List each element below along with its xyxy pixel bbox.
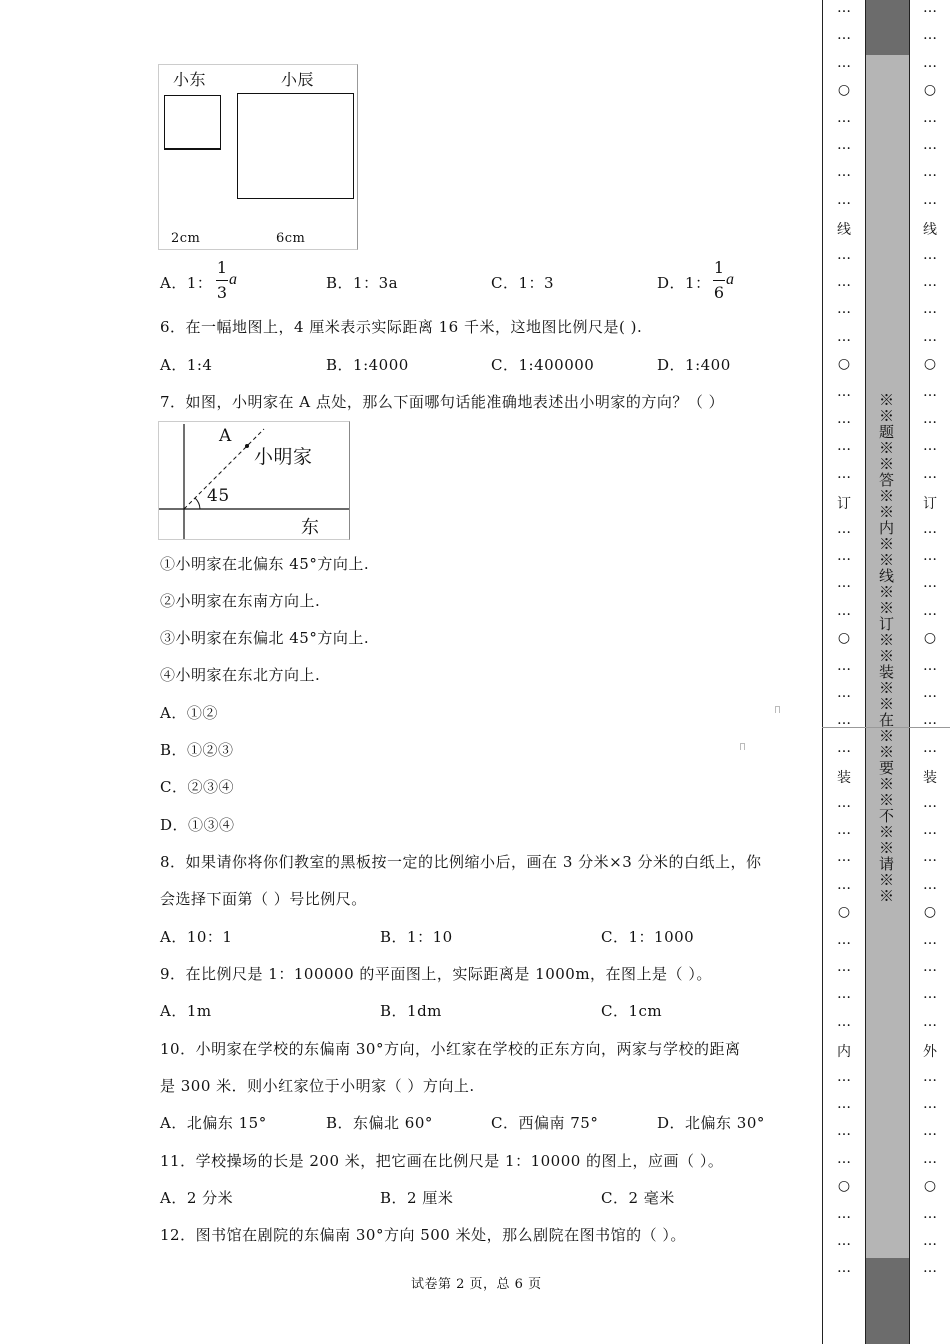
binding-dots: … bbox=[923, 137, 937, 153]
page-footer: 试卷第 2 页，总 6 页 bbox=[411, 1277, 542, 1292]
binding-dots: … bbox=[837, 986, 851, 1003]
q5-option-c: C．1：3 bbox=[491, 274, 555, 292]
binding-dots: … bbox=[923, 520, 937, 537]
q5-d-denominator: 6 bbox=[713, 283, 725, 302]
q9-option-b: B．1dm bbox=[380, 1002, 442, 1020]
q10-option-d: D．北偏东 30° bbox=[657, 1114, 765, 1132]
q7-statement-3: ③小明家在东偏北 45°方向上. bbox=[160, 629, 370, 647]
binding-circle: ○ bbox=[923, 356, 937, 373]
binding-dots: … bbox=[923, 27, 937, 44]
binding-dots: … bbox=[837, 411, 851, 427]
binding-dots: … bbox=[837, 27, 851, 44]
binding-char: 线 bbox=[923, 222, 937, 239]
q5-d-fraction-bar bbox=[713, 280, 725, 281]
q6-option-c: C．1:400000 bbox=[491, 356, 595, 374]
binding-dots: … bbox=[837, 876, 851, 893]
binding-dots: … bbox=[923, 931, 937, 948]
binding-dots: … bbox=[837, 849, 851, 866]
binding-dark-top bbox=[865, 0, 909, 55]
q12-stem: 12．图书馆在剧院的东偏南 30°方向 500 米处，那么剧院在图书馆的（ ）。 bbox=[160, 1226, 686, 1244]
binding-circle: ○ bbox=[837, 82, 851, 99]
binding-dots: … bbox=[923, 657, 937, 674]
fig-point-a: A bbox=[219, 426, 232, 446]
q6-stem: 6．在一幅地图上，4 厘米表示实际距离 16 千米，这地图比例尺是( ). bbox=[160, 318, 643, 336]
q5-a-denominator: 3 bbox=[216, 283, 228, 302]
binding-dots: … bbox=[837, 794, 851, 811]
binding-dots: … bbox=[923, 1123, 937, 1140]
binding-dots: … bbox=[837, 931, 851, 948]
binding-dots: … bbox=[837, 1205, 851, 1222]
binding-dots: … bbox=[923, 1068, 937, 1085]
binding-circle: ○ bbox=[923, 1178, 937, 1195]
binding-dots: … bbox=[923, 54, 937, 71]
binding-dots: … bbox=[923, 465, 937, 482]
binding-dots: … bbox=[923, 712, 937, 729]
binding-dots: … bbox=[837, 739, 851, 756]
q9-option-a: A．1m bbox=[160, 1002, 212, 1020]
binding-dots: … bbox=[837, 438, 851, 455]
binding-dots: … bbox=[837, 328, 851, 345]
q9-option-c: C．1cm bbox=[601, 1002, 663, 1020]
binding-dots: … bbox=[923, 575, 937, 592]
binding-dots: … bbox=[923, 1013, 937, 1030]
binding-char: 装 bbox=[923, 770, 937, 787]
binding-dots: … bbox=[837, 548, 851, 564]
binding-dots: … bbox=[923, 164, 937, 181]
q8-option-b: B．1：10 bbox=[380, 928, 453, 946]
binding-dots: … bbox=[837, 1150, 851, 1167]
binding-dots: … bbox=[923, 794, 937, 811]
q6-option-d: D．1:400 bbox=[657, 356, 731, 374]
binding-dots: … bbox=[923, 959, 937, 975]
q5-d-variable: a bbox=[726, 271, 735, 288]
binding-dots: … bbox=[837, 520, 851, 537]
binding-dots: … bbox=[923, 739, 937, 756]
q7-statement-1: ①小明家在北偏东 45°方向上. bbox=[160, 555, 370, 573]
q10-stem-line1: 10．小明家在学校的东偏南 30°方向，小红家在学校的正东方向，两家与学校的距离 bbox=[160, 1040, 741, 1058]
q5-d-numerator: 1 bbox=[713, 258, 725, 277]
q7-option-b: B．①②③ bbox=[160, 741, 234, 759]
binding-dots: … bbox=[923, 191, 937, 208]
binding-circle: ○ bbox=[923, 904, 937, 921]
binding-dots: … bbox=[923, 822, 937, 838]
binding-dots: … bbox=[923, 411, 937, 427]
q11-option-a: A．2 分米 bbox=[160, 1189, 234, 1207]
q7-option-d: D．①③④ bbox=[160, 816, 235, 834]
q10-stem-line2: 是 300 米．则小红家位于小明家（ ）方向上. bbox=[160, 1077, 475, 1095]
binding-dots: … bbox=[837, 1013, 851, 1030]
binding-dots: … bbox=[923, 383, 937, 400]
large-square bbox=[237, 93, 354, 199]
q7-statement-2: ②小明家在东南方向上. bbox=[160, 592, 321, 610]
q11-option-c: C．2 毫米 bbox=[601, 1189, 675, 1207]
q8-option-a: A．10：1 bbox=[160, 928, 233, 946]
binding-circle: ○ bbox=[923, 630, 937, 647]
binding-dots: … bbox=[837, 1096, 851, 1112]
binding-warning-text: ※※题※※答※※内※※线※※订※※装※※在※※要※※不※※请※※ bbox=[877, 392, 895, 904]
q7-stem: 7．如图，小明家在 A 点处，那么下面哪句话能准确地表述出小明家的方向？（ ） bbox=[160, 393, 725, 411]
binding-circle: ○ bbox=[837, 904, 851, 921]
binding-dots: … bbox=[923, 685, 937, 701]
binding-char: 内 bbox=[837, 1044, 851, 1061]
binding-dots: … bbox=[923, 1150, 937, 1167]
q8-stem-line2: 会选择下面第（ ）号比例尺。 bbox=[160, 890, 367, 908]
binding-dots: … bbox=[837, 301, 851, 318]
binding-dots: … bbox=[837, 712, 851, 729]
binding-dots: … bbox=[837, 383, 851, 400]
binding-dots: … bbox=[837, 274, 851, 290]
q10-option-b: B．东偏北 60° bbox=[326, 1114, 433, 1132]
binding-dots: … bbox=[923, 1096, 937, 1112]
binding-dots: … bbox=[837, 1068, 851, 1085]
binding-dots: … bbox=[923, 438, 937, 455]
binding-dots: … bbox=[837, 0, 851, 16]
binding-dots: … bbox=[923, 548, 937, 564]
binding-dark-bottom bbox=[865, 1258, 909, 1344]
binding-dots: … bbox=[923, 246, 937, 263]
binding-dots: … bbox=[837, 465, 851, 482]
binding-dots: … bbox=[923, 109, 937, 126]
binding-circle: ○ bbox=[923, 82, 937, 99]
binding-char: 装 bbox=[837, 770, 851, 787]
q7-option-a: A．①② bbox=[160, 704, 218, 722]
binding-dots: … bbox=[923, 849, 937, 866]
fig-size-left: 2cm bbox=[171, 231, 201, 246]
binding-dots: … bbox=[837, 246, 851, 263]
binding-dots: … bbox=[923, 1205, 937, 1222]
fig-size-right: 6cm bbox=[276, 231, 306, 246]
binding-dots: … bbox=[923, 301, 937, 318]
q10-option-a: A．北偏东 15° bbox=[160, 1114, 267, 1132]
binding-char: 线 bbox=[837, 222, 851, 239]
binding-dots: … bbox=[837, 54, 851, 71]
fig-east-label: 东 bbox=[301, 517, 320, 538]
q6-option-b: B．1:4000 bbox=[326, 356, 409, 374]
binding-dots: … bbox=[923, 0, 937, 16]
q5-option-d-prefix: D．1： bbox=[657, 274, 711, 292]
q9-stem: 9．在比例尺是 1：100000 的平面图上，实际距离是 1000m，在图上是（ ）。 bbox=[160, 965, 712, 983]
fig-angle-label: 45 bbox=[207, 486, 230, 506]
binding-dots: … bbox=[923, 328, 937, 345]
q5-a-numerator: 1 bbox=[216, 258, 228, 277]
q5-squares-figure bbox=[158, 64, 358, 250]
binding-circle: ○ bbox=[837, 630, 851, 647]
q11-stem: 11．学校操场的长是 200 米，把它画在比例尺是 1：10000 的图上，应画（ ）。 bbox=[160, 1152, 724, 1170]
q5-option-b: B．1：3a bbox=[326, 274, 399, 292]
stray-mark bbox=[740, 743, 745, 750]
binding-dots: … bbox=[837, 164, 851, 181]
binding-dots: … bbox=[837, 109, 851, 126]
q5-a-variable: a bbox=[229, 271, 238, 288]
fig-house-label: 小明家 bbox=[254, 446, 313, 468]
binding-circle: ○ bbox=[837, 1178, 851, 1195]
q7-direction-figure bbox=[158, 421, 350, 540]
binding-dots: … bbox=[923, 986, 937, 1003]
binding-dots: … bbox=[837, 1260, 851, 1277]
binding-dots: … bbox=[923, 274, 937, 290]
stray-mark bbox=[775, 706, 780, 713]
fig-label-xiaochen: 小辰 bbox=[281, 70, 315, 89]
binding-circle: ○ bbox=[837, 356, 851, 373]
binding-dots: … bbox=[837, 959, 851, 975]
direction-diagram bbox=[159, 422, 349, 539]
binding-dots: … bbox=[837, 1233, 851, 1249]
q11-option-b: B．2 厘米 bbox=[380, 1189, 454, 1207]
binding-dots: … bbox=[837, 137, 851, 153]
q7-statement-4: ④小明家在东北方向上. bbox=[160, 666, 321, 684]
binding-dots: … bbox=[837, 657, 851, 674]
q7-option-c: C．②③④ bbox=[160, 778, 234, 796]
fig-label-xiaodong: 小东 bbox=[173, 70, 207, 89]
binding-dots: … bbox=[837, 575, 851, 592]
q5-option-a-prefix: A．1： bbox=[160, 274, 213, 292]
binding-line-band-left bbox=[865, 0, 866, 1344]
binding-outer-column bbox=[914, 0, 946, 1344]
q5-a-fraction-bar bbox=[216, 280, 228, 281]
binding-dots: … bbox=[923, 876, 937, 893]
binding-dots: … bbox=[837, 822, 851, 838]
binding-char: 外 bbox=[923, 1044, 937, 1061]
binding-dots: … bbox=[923, 1260, 937, 1277]
binding-char: 订 bbox=[837, 496, 851, 513]
q10-option-c: C．西偏南 75° bbox=[491, 1114, 599, 1132]
small-square bbox=[164, 95, 221, 150]
binding-inner-column bbox=[828, 0, 860, 1344]
binding-line-left bbox=[822, 0, 823, 1344]
binding-char: 订 bbox=[923, 496, 937, 513]
binding-dots: … bbox=[837, 685, 851, 701]
binding-line-band-right bbox=[909, 0, 910, 1344]
q8-stem-line1: 8．如果请你将你们教室的黑板按一定的比例缩小后，画在 3 分米×3 分米的白纸上，你 bbox=[160, 853, 762, 871]
binding-dots: … bbox=[923, 1233, 937, 1249]
binding-dots: … bbox=[923, 602, 937, 619]
binding-dots: … bbox=[837, 1123, 851, 1140]
q8-option-c: C．1：1000 bbox=[601, 928, 695, 946]
q6-option-a: A．1:4 bbox=[160, 356, 213, 374]
binding-dots: … bbox=[837, 191, 851, 208]
binding-dots: … bbox=[837, 602, 851, 619]
